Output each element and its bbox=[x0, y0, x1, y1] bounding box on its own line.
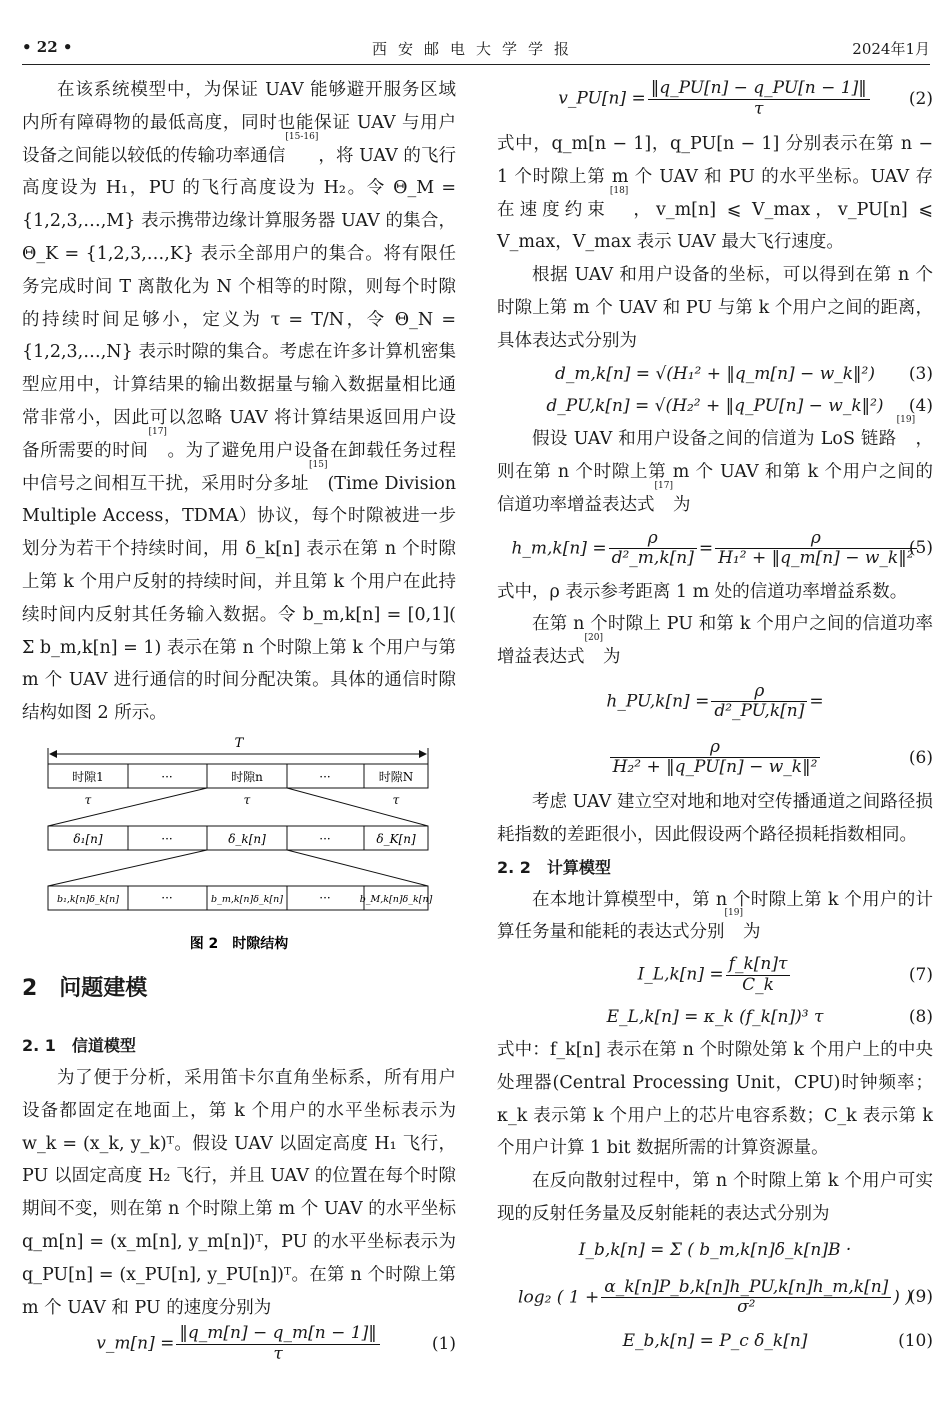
equation-6b: $\frac{\rho}{\text{H₂² + ‖q\_PU[n] − w\_k‖²}}$ (6) bbox=[497, 730, 933, 786]
equation-number: (5) bbox=[908, 538, 933, 559]
fig-row-durations bbox=[48, 826, 428, 850]
fig-cell: ··· bbox=[319, 831, 331, 846]
section-heading: 2 问题建模 bbox=[22, 975, 148, 1001]
fig-tau: τ bbox=[243, 792, 251, 807]
fig-cell: 时隙n bbox=[231, 769, 263, 784]
equation-4: d_PU,k[n] = √(H₂² + ‖q_PU[n] − w_k‖²) (4) bbox=[497, 390, 933, 423]
equation-2: v_PU[n] = $\frac{‖q\_PU[n] - q\_PU[n - 1]‖}{\tau}$ (2) bbox=[558, 77, 933, 119]
citation[interactable]: [15] bbox=[308, 459, 328, 470]
citation[interactable]: [15-16] bbox=[285, 131, 319, 142]
equation-number: (10) bbox=[898, 1330, 933, 1351]
paragraph-velocity: 式中，q_m[n − 1]，q_PU[n − 1] 分别表示在第 n − 1 个时隙上第 m 个 UAV 和 PU 的水平坐标。UAV 存在速度约束[18]，v_m[n] ⩽ V_max，v_PU[n] ⩽ V_max，V_max 表示 UAV 最大飞行速度。 bbox=[497, 134, 934, 253]
equation-1: v_m[n] = $\frac{‖q\_m[n] - q\_m[n - 1]‖}{\tau}$ (1) bbox=[96, 1323, 456, 1364]
equation-number: (7) bbox=[908, 964, 933, 985]
fig-cell: b_m,k[n]δ_k[n] bbox=[211, 893, 283, 905]
left-column bbox=[22, 74, 456, 1364]
equation-number: (9) bbox=[908, 1287, 933, 1308]
right-column bbox=[497, 70, 933, 1358]
equation-6a: h_PU,k[n] = $\frac{\rho}{\text{d²\_PU,k[n]}}$ = bbox=[606, 680, 824, 722]
subsection-heading: 2. 2 计算模型 bbox=[497, 857, 611, 877]
equation-number: (3) bbox=[908, 363, 933, 384]
equation-9b: log₂ ( 1 + $\frac{\alpha\_k[n]P\_b,k[n]h\_PU,k[n]h\_m,k[n]}{\text{σ²}}$ ) ) (9) bbox=[518, 1276, 933, 1318]
fig-cell: ··· bbox=[161, 890, 173, 905]
equation-7: I_L,k[n] = $\frac{f\_k[n]\tau}{C\_k}$ (7) bbox=[637, 954, 933, 995]
fig-T-label: T bbox=[234, 735, 244, 751]
equation-number: (8) bbox=[908, 1007, 933, 1028]
paragraph-distance: 根据 UAV 和用户设备的坐标，可以得到在第 n 个时隙上第 m 个 UAV 和 PU 与第 k 个用户之间的距离，具体表达式分别为 bbox=[497, 265, 933, 351]
fig-row-timeslots bbox=[48, 764, 428, 788]
fig-cell: δ_K[n] bbox=[376, 831, 416, 846]
citation[interactable]: [17] bbox=[148, 426, 167, 437]
paragraph-local-compute: 在本地计算模型中，第 n 个时隙上第 k 个用户的计算任务量和能耗的表达式分别[19]为 bbox=[497, 889, 933, 943]
paragraph-backscatter: 在反向散射过程中，第 n 个时隙上第 k 个用户可实现的反射任务量及反射能耗的表达式分别为 bbox=[497, 1171, 933, 1224]
paragraph-rho: 式中，ρ 表示参考距离 1 m 处的信道功率增益系数。 bbox=[497, 581, 908, 602]
equation-9a: I_b,k[n] = Σ ( b_m,k[n]δ_k[n]B · bbox=[578, 1240, 852, 1261]
fig-cell: ··· bbox=[161, 831, 173, 846]
fig-cell: δ₁[n] bbox=[73, 831, 103, 846]
paragraph-pu-gain: 在第 n 个时隙上 PU 和第 k 个用户之间的信道功率增益表达式[20]为 bbox=[497, 614, 933, 668]
citation[interactable]: [20] bbox=[584, 633, 603, 644]
fig-cell: 时隙1 bbox=[72, 769, 104, 784]
page-number: • 22 • bbox=[22, 38, 73, 56]
paragraph-cpu: 式中：f_k[n] 表示在第 n 个时隙处第 k 个用户上的中央处理器(Central Processing Unit，CPU)时钟频率；κ_k 表示第 k 个用户上的芯片电容系数；C_k 表示第 k 个用户计算 1 bit 数据所需的计算资源量。 bbox=[497, 1039, 933, 1159]
issue-date: 2024年1月 bbox=[852, 40, 930, 58]
header-rule bbox=[22, 64, 930, 65]
subsection-heading: 2. 1 信道模型 bbox=[22, 1035, 136, 1055]
citation[interactable]: [19] bbox=[724, 908, 743, 919]
fig-cell: ··· bbox=[319, 890, 331, 905]
citation[interactable]: [18] bbox=[609, 185, 629, 196]
page-header bbox=[22, 38, 930, 58]
equation-8: E_L,k[n] = κ_k (f_k[n])³ τ (8) bbox=[497, 1001, 933, 1034]
fig-cell: ··· bbox=[319, 769, 331, 784]
equation-5: h_m,k[n] = $\frac{\rho}{\text{d²\_m,k[n]}}$ = $\frac{\rho}{\text{H₁² + ‖q\_m[n] − w\_k‖²}}$ (5) bbox=[511, 527, 933, 569]
fig-cell: δ_k[n] bbox=[228, 831, 266, 846]
fig-cell: 时隙N bbox=[378, 769, 414, 784]
equation-number: (4) bbox=[908, 396, 933, 417]
paragraph-path-loss: 考虑 UAV 建立空对地和地对空传播通道之间路径损耗指数的差距很小，因此假设两个路径损耗指数相同。 bbox=[497, 791, 933, 845]
equation-3: d_m,k[n] = √(H₁² + ‖q_m[n] − w_k‖²) (3) bbox=[497, 358, 933, 391]
equation-10: E_b,k[n] = P_c δ_k[n] (10) bbox=[497, 1325, 933, 1358]
paragraph-los: 假设 UAV 和用户设备之间的信道为 LoS 链路[19]，则在第 n 个时隙上第 m 个 UAV 和第 k 个用户之间的信道功率增益表达式[17]为 bbox=[497, 415, 933, 515]
journal-name: 西安邮电大学学报 bbox=[371, 40, 580, 58]
equation-number: (1) bbox=[431, 1333, 456, 1354]
equation-number: (6) bbox=[908, 747, 933, 768]
figure-caption: 图 2 时隙结构 bbox=[189, 935, 289, 952]
equation-number: (2) bbox=[908, 88, 933, 109]
fig-cell: b_M,k[n]δ_k[n] bbox=[359, 893, 433, 905]
paragraph-channel-model: 为了便于分析，采用笛卡尔直角坐标系，所有用户设备都固定在地面上，第 k 个用户的水平坐标表示为 w_k = (x_k, y_k)ᵀ。假设 UAV 以固定高度 H₁ 飞行，PU 以固定高度 H₂ 飞行，并且 UAV 的位置在每个时隙期间不变，则在第 n 个时隙上第 m 个 UAV 的水平坐标 q_m[n] = (x_m[n], y_m[n])ᵀ，PU 的水平坐标表示为 q_PU[n] = (x_PU[n], y_PU[n])ᵀ。在第 n 个时隙上第 m 个 UAV 和 PU 的速度分别为 bbox=[22, 1067, 456, 1318]
fig-tau: τ bbox=[84, 792, 92, 807]
fig-row-allocations bbox=[48, 886, 433, 910]
fig-cell: b₁,k[n]δ_k[n] bbox=[57, 893, 119, 905]
figure-2-timeslot-structure bbox=[22, 734, 456, 966]
paragraph-system-model: 在该系统模型中，为保证 UAV 能够避开服务区域内所有障碍物的最低高度，同时也能保证 UAV 与用户设备之间能以较低的传输功率通信[15-16]，将 UAV 的飞行高度设为 H₁，PU 的飞行高度设为 H₂。令 Θ_M = {1,2,3,…,M} 表示携带边缘计算服务器 UAV 的集合，Θ_K = {1,2,3,…,K} 表示全部用户的集合。将有限任务完成时间 T 离散化为 N 个相等的时隙，则每个时隙的持续时间足够小，定义为 τ = T/N，令 Θ_N = {1,2,3,…,N} 表示时隙的集合。考虑在许多计算机密集型应用中，计算结果的输出数据量与输入数据量相比通常非常小，因此可以忽略 UAV 将计算结果返回用户设备所需要的时间[17]。为了避免用户设备在卸载任务过程中信号之间相互干扰，采用时分多址[15](Time Division Multiple Access，TDMA）协议，每个时隙被进一步划分为若干个持续时间，用 δ_k[n] 表示在第 n 个时隙上第 k 个用户反射的持续时间，并且第 k 个用户在此持续时间内反射其任务输入数据。令 b_m,k[n] = [0,1]( Σ b_m,k[n] = 1) 表示在第 n 个时隙上第 k 个用户与第 m 个 UAV 进行通信的时间分配决策。具体的通信时隙结构如图 2 所示。 bbox=[22, 80, 457, 724]
fig-tau: τ bbox=[392, 792, 400, 807]
citation[interactable]: [19] bbox=[896, 415, 916, 426]
citation[interactable]: [17] bbox=[654, 480, 673, 491]
fig-cell: ··· bbox=[161, 769, 173, 784]
